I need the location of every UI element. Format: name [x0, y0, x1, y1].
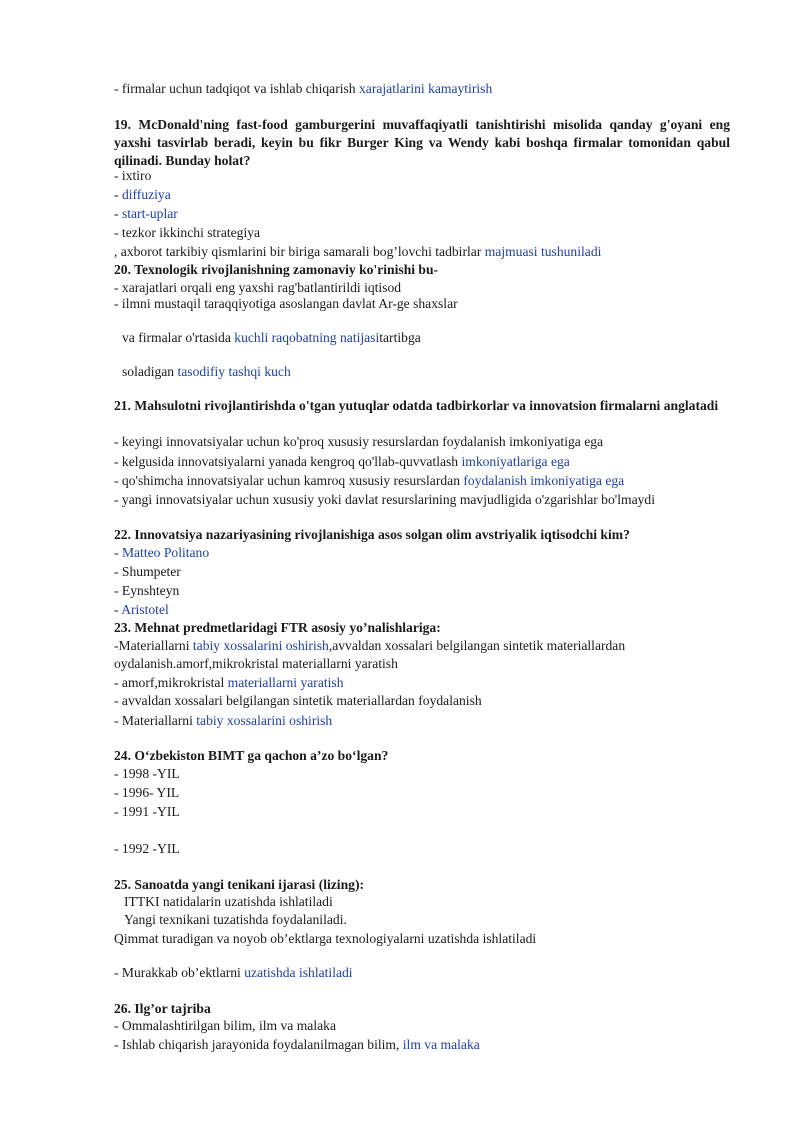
option-line: - Shumpeter: [114, 564, 181, 579]
question-22: 22. Innovatsiya nazariyasining rivojlanishiga asos solgan olim avstriyalik iqtisodchi kim?: [114, 527, 630, 542]
question-23: 23. Mehnat predmetlaridagi FTR asosiy yo’nalishlariga:: [114, 620, 441, 635]
option-line: soladigan tasodifiy tashqi kuch: [122, 364, 291, 379]
answer-line: [114, 80, 492, 98]
option-line: - Murakkab ob’ektlarni uzatishda ishlatiladi: [114, 965, 353, 980]
option-line: - xarajatlari orqali eng yaxshi rag'batlantirildi iqtisod: [114, 280, 402, 295]
highlighted-answer: xarajatlarini kamaytirish: [359, 81, 493, 96]
highlighted-answer: ilm va malaka: [402, 1037, 480, 1052]
option-line: - 1996- YIL: [114, 785, 180, 800]
option-text: - firmalar uchun tadqiqot va ishlab chiqarish: [114, 81, 359, 96]
question-21: 21. Mahsulotni rivojlantirishda o'tgan yutuqlar odatda tadbirkorlar va innovatsion firmalarni anglatadi: [114, 398, 719, 413]
option-line: - avvaldan xossalari belgilangan sintetik materiallardan foydalanish: [114, 693, 482, 708]
option-line: - ilmni mustaqil taraqqiyotiga asoslangan davlat Ar-ge shaxslar: [114, 296, 458, 311]
highlighted-answer: majmuasi tushuniladi: [484, 244, 602, 259]
question-24: 24. O‘zbekiston BIMT ga qachon a’zo bo‘lgan?: [114, 748, 389, 763]
option-line: - Ishlab chiqarish jarayonida foydalanilmagan bilim, ilm va malaka: [114, 1037, 480, 1052]
highlighted-answer: Matteo Politano: [121, 545, 210, 560]
option-line: - 1991 -YIL: [114, 804, 180, 819]
highlighted-answer: materiallarni yaratish: [227, 675, 344, 690]
highlighted-answer: foydalanish imkoniyatiga ega: [463, 473, 625, 488]
option-line: - kelgusida innovatsiyalarni yanada kengroq qo'llab-quvvatlash imkoniyatlariga ega: [114, 454, 570, 469]
option-line: - Matteo Politano: [114, 545, 210, 560]
option-line: -Materiallarni tabiy xossalarini oshirish,avvaldan xossalari belgilangan sintetik materiallardan: [114, 638, 626, 653]
highlighted-answer: Aristotel: [121, 602, 169, 617]
option-line: - Ommalashtirilgan bilim, ilm va malaka: [114, 1018, 336, 1033]
option-line: ITTKI natidalarin uzatishda ishlatiladi: [124, 894, 333, 909]
option-line: - Materiallarni tabiy xossalarini oshirish: [114, 713, 333, 728]
highlighted-answer: tasodifiy tashqi kuch: [177, 364, 291, 379]
highlighted-answer: tabiy xossalarini oshirish: [192, 638, 329, 653]
option-line: - Aristotel: [114, 602, 169, 617]
highlighted-answer: imkoniyatlariga ega: [461, 454, 570, 469]
question-26: 26. Ilg’or tajriba: [114, 1001, 211, 1016]
option-line: - keyingi innovatsiyalar uchun ko'proq xususiy resurslardan foydalanish imkoniyatiga ega: [114, 434, 604, 449]
option-line: - yangi innovatsiyalar uchun xususiy yoki davlat resurslarining mavjudligida o'zgarishlar bo'lmaydi: [114, 492, 655, 507]
highlighted-answer: kuchli raqobatning natijasi: [234, 330, 380, 345]
option-line: Qimmat turadigan va noyob ob’ektlarga texnologiyalarni uzatishda ishlatiladi: [114, 931, 537, 946]
option-line: oydalanish.amorf,mikrokristal materiallarni yaratish: [114, 656, 398, 671]
option-line: - start-uplar: [114, 206, 178, 221]
option-line: - ixtiro: [114, 168, 152, 183]
option-line: - 1998 -YIL: [114, 766, 180, 781]
option-line: - amorf,mikrokristal materiallarni yaratish: [114, 675, 344, 690]
question-20: 20. Texnologik rivojlanishning zamonaviy ko'rinishi bu-: [114, 262, 439, 277]
option-line: - diffuziya: [114, 187, 171, 202]
highlighted-answer: tabiy xossalarini oshirish: [196, 713, 333, 728]
highlighted-answer: diffuziya: [121, 187, 171, 202]
option-line: , axborot tarkibiy qismlarini bir biriga samarali bog’lovchi tadbirlar majmuasi tushuniladi: [114, 244, 602, 259]
option-line: - Eynshteyn: [114, 583, 180, 598]
option-line: - 1992 -YIL: [114, 841, 180, 856]
highlighted-answer: start-uplar: [121, 206, 178, 221]
option-line: - tezkor ikkinchi strategiya: [114, 225, 261, 240]
option-line: va firmalar o'rtasida kuchli raqobatning natijasitartibga: [122, 330, 421, 345]
highlighted-answer: uzatishda ishlatiladi: [244, 965, 353, 980]
question-25: 25. Sanoatda yangi tenikani ijarasi (lizing):: [114, 877, 364, 892]
option-line: - qo'shimcha innovatsiyalar uchun kamroq xususiy resurslardan foydalanish imkoniyatiga ega: [114, 473, 625, 488]
option-line: Yangi texnikani tuzatishda foydalaniladi.: [124, 912, 347, 927]
question-19: 19. McDonald'ning fast-food gamburgerini muvaffaqiyatli tanishtirishi misolida qanday g'oyani eng yaxshi tasvirlab beradi, keyin bu fikr Burger King va Wendy kabi boshqa firmalar tomonidan qabul qilinadi. Bunday holat?: [114, 117, 730, 168]
